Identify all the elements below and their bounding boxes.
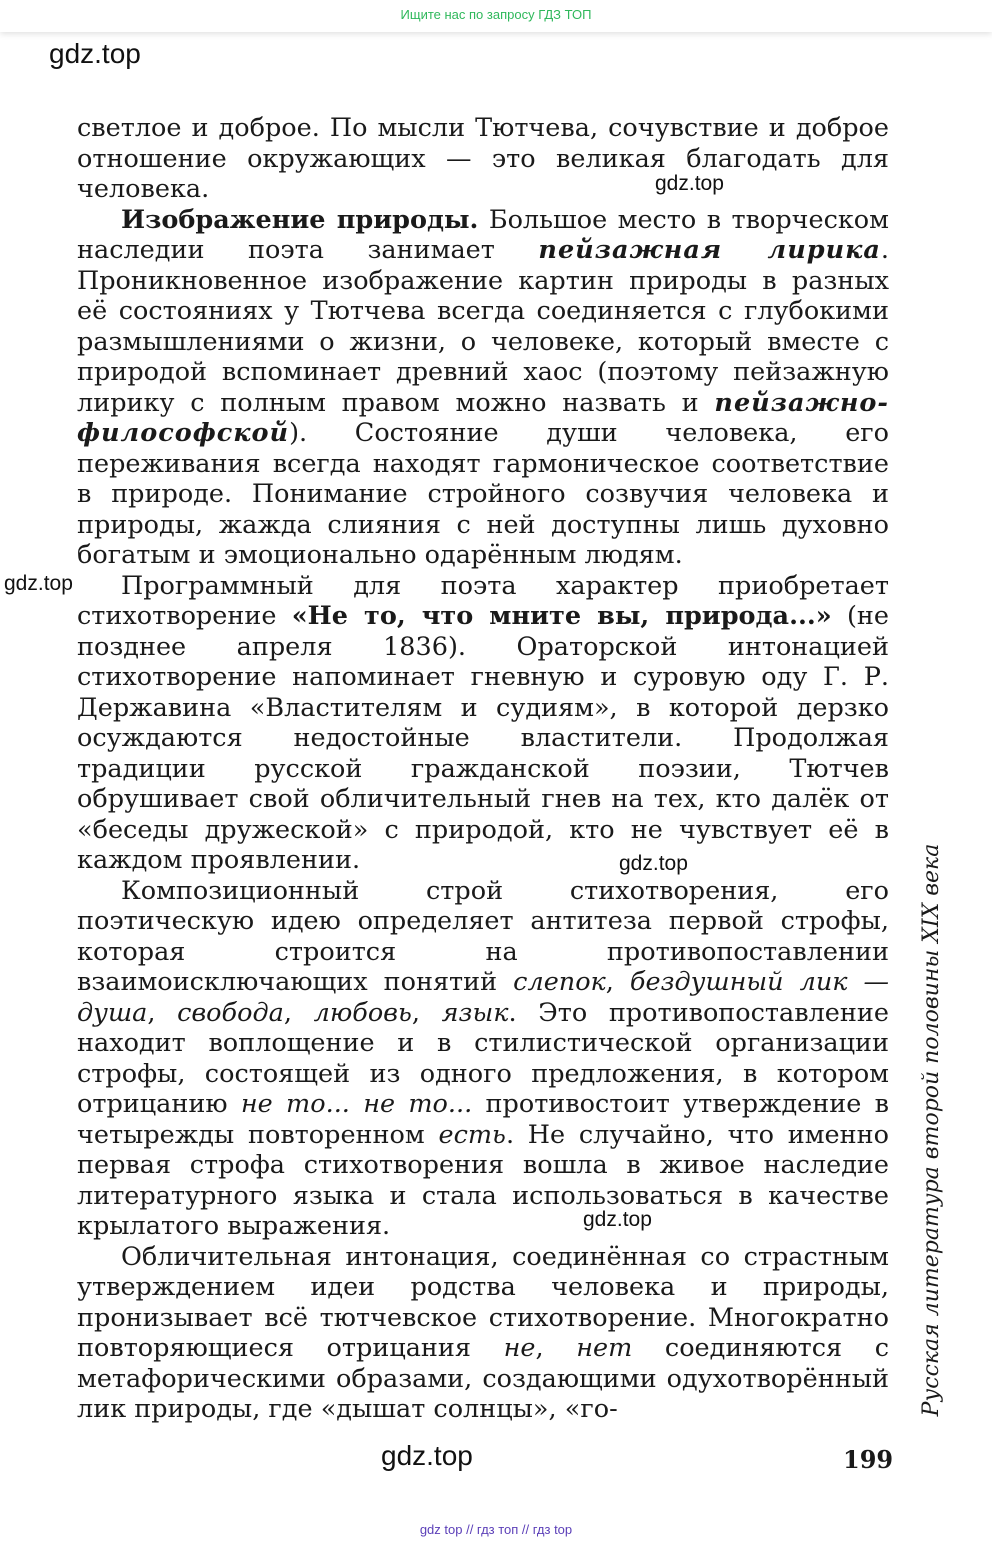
term: пейзажно-философской <box>77 387 889 448</box>
page-body-text <box>77 113 889 1425</box>
watermark-top-left: gdz.top <box>49 38 141 69</box>
side-caption: Русская литература второй половины XIX века <box>919 843 944 1417</box>
footer-watermark: gdz top // гдз топ // гдз top <box>419 1522 573 1537</box>
watermark: gdz.top <box>619 852 688 875</box>
paragraph: Композиционный строй стихотворения, его поэтическую идею определяет антитеза первой строфы, которая строится на противопоставлении взаимоисключающих понятий слепок, бездушный лик — душа, свобода, любовь, язык. Это противопоставление находит воплощение и в стилистической организации строфы, состоящей из одного предложения, в котором отрицанию не то... не то... противостоит утверждение в четырежды повторенном есть. Не случайно, что именно первая строфа стихотворения вошла в живое наследие литературного языка и стала использоваться в качестве крылатого выражения. <box>77 875 890 1241</box>
paragraph: Изображение природы. Большое место в творческом наследии поэта занимает пейзажная лирика. Проникновенное изображение картин природы в разных её состояниях у Тютчева всегда соединяется с глубокими размышлениями о жизни, о человеке, который вместе с природой вспоминает древний хаос (поэтому пейзажную лирику с полным правом можно назвать и пейзажно-философской). Состояние души человека, его переживания всегда находят гармоническое соответствие в природе. Понимание стройного созвучия человека и природы, жажда слияния с ней доступны лишь духовно богатым и эмоционально одарённым людям. <box>77 204 889 570</box>
watermark: gdz.top <box>4 572 73 595</box>
page-number: 199 <box>843 1445 894 1474</box>
poem-title: «Не то, что мните вы, природа...» <box>291 601 832 631</box>
watermark: gdz.top <box>583 1208 652 1231</box>
top-banner: Ищите нас по запросу ГДЗ ТОП <box>0 0 992 32</box>
paragraph: Программный для поэта характер приобретает стихотворение «Не то, что мните вы, природа...» (не позднее апреля 1836). Ораторской интонацией стихотворение напоминает гневную и суровую оду Г. Р. Державина «Властителям и судиям», в которой дерзко осуждаются недостойные властители. Продолжая традиции русской гражданской поэзии, Тютчев обрушивает свой обличительный гнев на тех, кто далёк от «беседы дружеской» с природой, кто не чувствует её в каждом проявлении. <box>77 570 889 875</box>
section-heading: Изображение природы. <box>121 204 479 235</box>
watermark: gdz.top <box>655 172 724 195</box>
paragraph: светлое и доброе. По мысли Тютчева, сочувствие и доброе отношение окружающих — это великая благодать для человека. <box>77 113 889 204</box>
term: пейзажная лирика <box>538 235 881 265</box>
paragraph: Обличительная интонация, соединённая со страстным утверждением идеи родства человека и природы, пронизывает всё тютчевское стихотворение. Многократно повторяющиеся отрицания не, нет соединяются с метафорическими образами, создающими одухотворённый лик природы, где «дышат солнцы», «го- <box>77 1241 889 1424</box>
watermark-bottom: gdz.top <box>381 1440 473 1471</box>
